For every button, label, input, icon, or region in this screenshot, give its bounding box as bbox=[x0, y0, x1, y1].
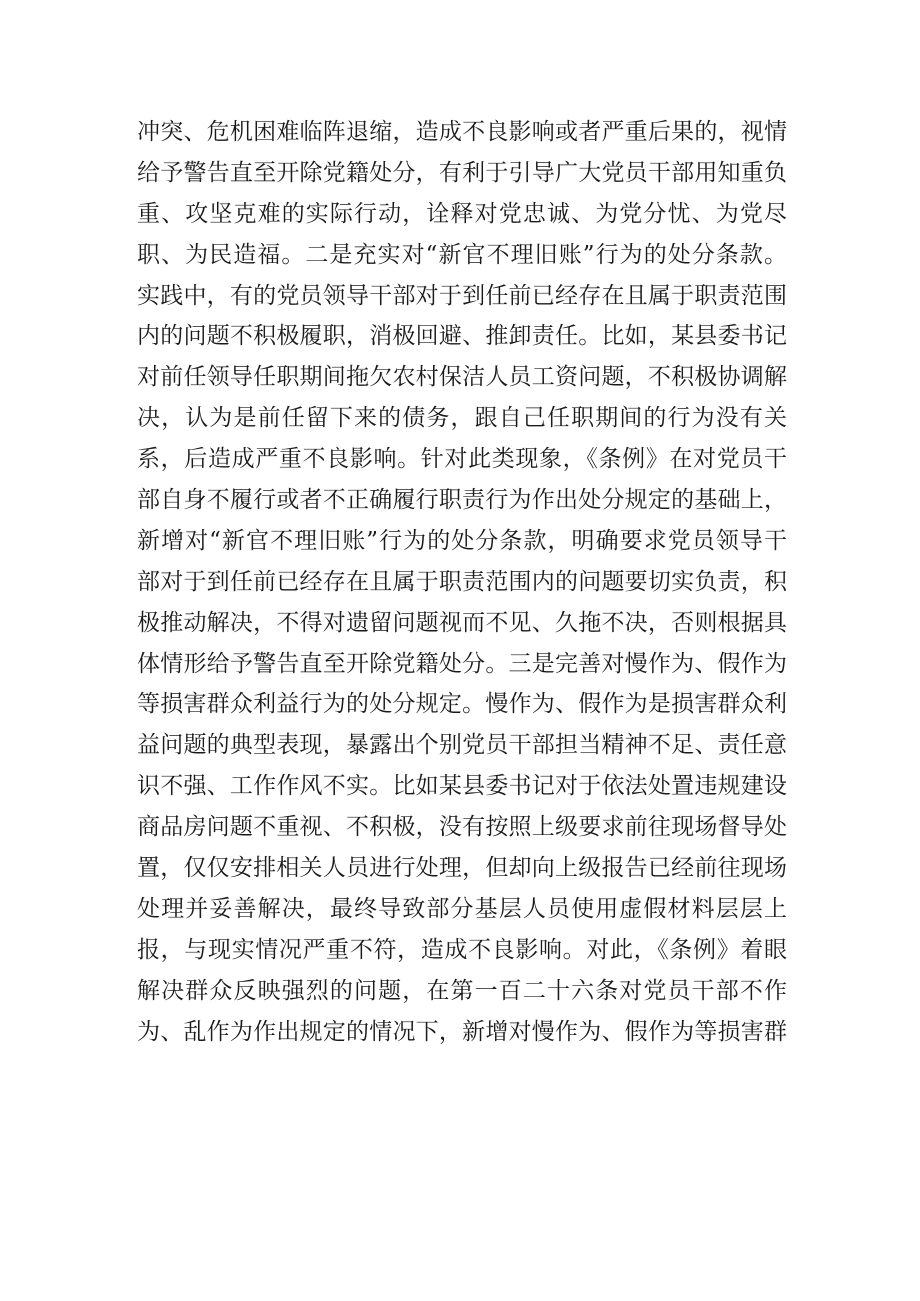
text-line: 部对于到任前已经存在且属于职责范围内的问题要切实负责，积 bbox=[137, 568, 787, 595]
text-line: 新增对“新官不理旧账”行为的处分条款，明确要求党员领导干 bbox=[137, 527, 787, 554]
text-line: 冲突、危机困难临阵退缩，造成不良影响或者严重后果的，视情 bbox=[137, 119, 787, 145]
text-line: 实践中，有的党员领导干部对于到任前已经存在且属于职责范围 bbox=[137, 282, 787, 309]
text-line: 部自身不履行或者不正确履行职责行为作出处分规定的基础上， bbox=[137, 487, 787, 514]
text-line: 体情形给予警告直至开除党籍处分。三是完善对慢作为、假作为 bbox=[137, 650, 787, 677]
text-line: 极推动解决，不得对遗留问题视而不见、久拖不决，否则根据具 bbox=[137, 609, 787, 636]
text-line: 识不强、工作作风不实。比如某县委书记对于依法处置违规建设 bbox=[137, 773, 787, 800]
text-line: 内的问题不积极履职，消极回避、推卸责任。比如，某县委书记 bbox=[137, 323, 787, 350]
text-line: 为、乱作为作出规定的情况下，新增对慢作为、假作为等损害群 bbox=[137, 1018, 787, 1045]
text-line: 置，仅仅安排相关人员进行处理，但却向上级报告已经前往现场 bbox=[137, 855, 787, 882]
text-line: 等损害群众利益行为的处分规定。慢作为、假作为是损害群众利 bbox=[137, 691, 787, 718]
text-line: 解决群众反映强烈的问题，在第一百二十六条对党员干部不作 bbox=[137, 977, 787, 1004]
text-line: 对前任领导任职期间拖欠农村保洁人员工资问题，不积极协调解 bbox=[137, 364, 787, 391]
text-line: 处理并妥善解决，最终导致部分基层人员使用虚假材料层层上 bbox=[137, 895, 787, 922]
text-line: 报，与现实情况严重不符，造成不良影响。对此，《条例》着眼 bbox=[137, 936, 787, 963]
text-line: 给予警告直至开除党籍处分，有利于引导广大党员干部用知重负 bbox=[137, 159, 787, 186]
text-line: 益问题的典型表现，暴露出个别党员干部担当精神不足、责任意 bbox=[137, 732, 787, 759]
body-paragraph bbox=[137, 112, 787, 1052]
text-line: 系，后造成严重不良影响。针对此类现象，《条例》在对党员干 bbox=[137, 446, 787, 473]
text-line: 重、攻坚克难的实际行动，诠释对党忠诚、为党分忧、为党尽 bbox=[137, 200, 787, 227]
text-line: 商品房问题不重视、不积极，没有按照上级要求前往现场督导处 bbox=[137, 814, 787, 841]
text-line: 决，认为是前任留下来的债务，跟自己任职期间的行为没有关 bbox=[137, 405, 787, 432]
text-line: 职、为民造福。二是充实对“新官不理旧账”行为的处分条款。 bbox=[137, 241, 787, 268]
